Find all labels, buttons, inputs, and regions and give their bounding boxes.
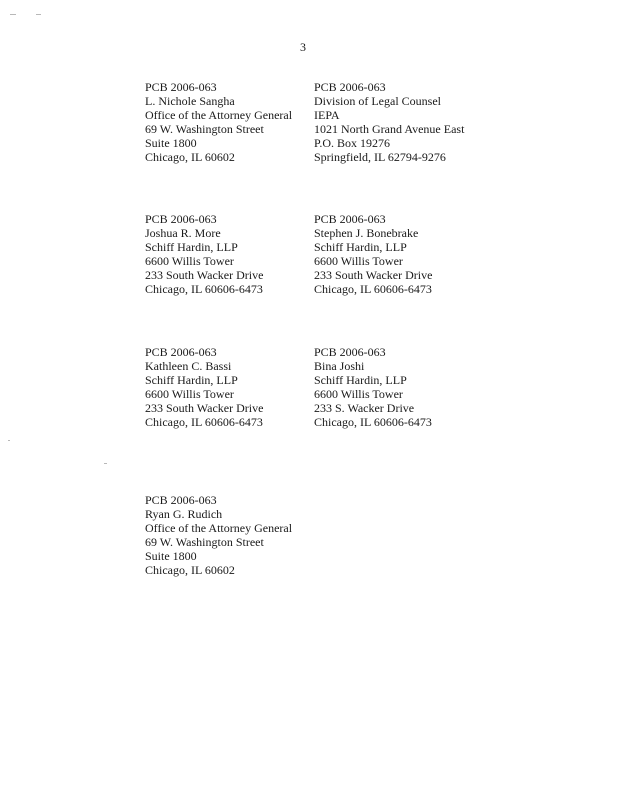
street-address: 233 S. Wacker Drive — [314, 401, 415, 415]
city-state-zip: Springfield, IL 62794-9276 — [314, 150, 446, 164]
page-number: 3 — [300, 40, 306, 54]
city-state-zip: Chicago, IL 60602 — [145, 150, 235, 164]
service-entry-rudich — [145, 493, 292, 577]
recipient-name: Stephen J. Bonebrake — [314, 226, 419, 240]
po-box: P.O. Box 19276 — [314, 136, 391, 150]
street-address: 233 South Wacker Drive — [145, 401, 264, 415]
case-number: PCB 2006-063 — [314, 212, 386, 226]
scan-speck — [8, 440, 10, 441]
recipient-name: L. Nichole Sangha — [145, 94, 235, 108]
street-address: 69 W. Washington Street — [145, 122, 264, 136]
recipient-name: Kathleen C. Bassi — [145, 359, 232, 373]
case-number: PCB 2006-063 — [145, 80, 217, 94]
suite: 6600 Willis Tower — [314, 387, 403, 401]
recipient-name: Division of Legal Counsel — [314, 94, 441, 108]
case-number: PCB 2006-063 — [145, 345, 217, 359]
organization: Schiff Hardin, LLP — [145, 240, 238, 254]
scan-speck — [36, 14, 41, 15]
case-number: PCB 2006-063 — [314, 80, 386, 94]
street-address: 1021 North Grand Avenue East — [314, 122, 465, 136]
city-state-zip: Chicago, IL 60606-6473 — [314, 282, 432, 296]
city-state-zip: Chicago, IL 60606-6473 — [145, 415, 263, 429]
suite: 6600 Willis Tower — [314, 254, 403, 268]
city-state-zip: Chicago, IL 60606-6473 — [314, 415, 432, 429]
recipient-name: Bina Joshi — [314, 359, 365, 373]
recipient-name: Joshua R. More — [145, 226, 221, 240]
city-state-zip: Chicago, IL 60602 — [145, 563, 235, 577]
service-entry-joshi — [314, 345, 432, 429]
recipient-name: Ryan G. Rudich — [145, 507, 223, 521]
service-entry-bassi — [145, 345, 263, 429]
organization: Schiff Hardin, LLP — [314, 373, 407, 387]
city-state-zip: Chicago, IL 60606-6473 — [145, 282, 263, 296]
scan-speck — [10, 14, 16, 15]
street-address: 233 South Wacker Drive — [314, 268, 433, 282]
suite: Suite 1800 — [145, 136, 197, 150]
street-address: 69 W. Washington Street — [145, 535, 264, 549]
service-entry-more — [145, 212, 263, 296]
service-entry-bonebrake — [314, 212, 432, 296]
suite: Suite 1800 — [145, 549, 197, 563]
organization: Schiff Hardin, LLP — [145, 373, 238, 387]
case-number: PCB 2006-063 — [314, 345, 386, 359]
service-entry-iepa — [314, 80, 464, 164]
organization: Office of the Attorney General — [145, 521, 293, 535]
organization: Office of the Attorney General — [145, 108, 293, 122]
case-number: PCB 2006-063 — [145, 493, 217, 507]
organization: IEPA — [314, 108, 340, 122]
scan-speck — [104, 463, 107, 464]
suite: 6600 Willis Tower — [145, 387, 234, 401]
service-entry-sangha — [145, 80, 292, 164]
case-number: PCB 2006-063 — [145, 212, 217, 226]
street-address: 233 South Wacker Drive — [145, 268, 264, 282]
organization: Schiff Hardin, LLP — [314, 240, 407, 254]
suite: 6600 Willis Tower — [145, 254, 234, 268]
